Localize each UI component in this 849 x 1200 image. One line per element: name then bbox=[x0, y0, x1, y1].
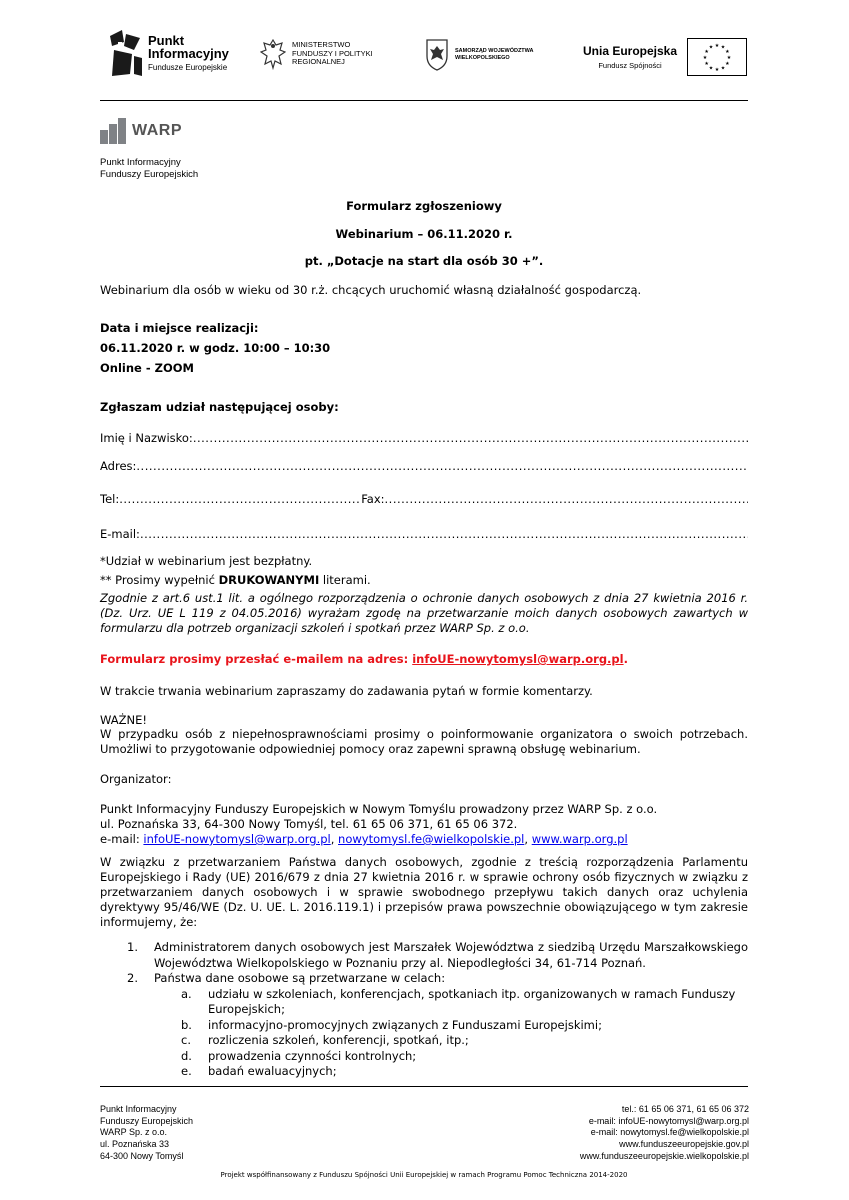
footer-right-line: tel.: 61 65 06 371, 61 65 06 372 bbox=[621, 1104, 749, 1114]
svg-text:★: ★ bbox=[714, 43, 720, 49]
form-heading: Zgłaszam udział następującej osoby: bbox=[100, 400, 339, 414]
samorzad-line1: SAMORZĄD WOJEWÓDZTWA bbox=[455, 48, 534, 55]
footer-right-line: e-mail: nowytomysl.fe@wielkopolskie.pl bbox=[590, 1127, 749, 1138]
ministry-line3: REGIONALNEJ bbox=[292, 57, 345, 67]
email-dotted-line[interactable] bbox=[140, 527, 748, 541]
rodo-item-num: 2. bbox=[127, 971, 138, 986]
eu-line1: Unia Europejska bbox=[583, 44, 678, 58]
organizer-sep2: , bbox=[524, 831, 532, 846]
coat-of-arms-icon bbox=[425, 38, 449, 72]
organizer-block bbox=[100, 802, 748, 847]
rodo-item bbox=[100, 940, 748, 971]
header-org-line2: Funduszy Europejskich bbox=[100, 168, 199, 180]
footer-left-line: WARP Sp. z o.o. bbox=[100, 1127, 168, 1138]
svg-text:★: ★ bbox=[720, 44, 726, 51]
tel-label: Tel: bbox=[100, 492, 120, 506]
rodo-subitem bbox=[181, 1049, 748, 1065]
note-print-bold: DRUKOWANYMI bbox=[218, 573, 320, 587]
email-label: E-mail: bbox=[100, 527, 140, 541]
footer-left bbox=[100, 1104, 193, 1162]
name-dotted-line[interactable] bbox=[193, 431, 748, 445]
rodo-subitem bbox=[181, 987, 748, 1018]
svg-text:★: ★ bbox=[708, 65, 714, 72]
footer-divider bbox=[100, 1086, 748, 1087]
footer-left-line: Funduszy Europejskich bbox=[100, 1115, 194, 1126]
footer-left-line: Punkt Informacyjny bbox=[100, 1104, 177, 1114]
organizer-email-prefix: e-mail: bbox=[100, 831, 144, 846]
rodo-subitem-text: udziału w szkoleniach, konferencjach, spotkaniach itp. organizowanych w ramach Funduszy Europejskich; bbox=[208, 986, 736, 1017]
header-org-line1: Punkt Informacyjny bbox=[100, 157, 181, 168]
footer-funding-note: Projekt współfinansowany z Funduszu Spójności Unii Europejskiej w ramach Programu Pomoc Techniczna 2014-2020 bbox=[220, 1171, 628, 1179]
svg-text:★: ★ bbox=[708, 44, 714, 51]
samorzad-logo bbox=[425, 38, 534, 72]
consent-text: Zgodnie z art.6 ust.1 lit. a ogólnego rozporządzenia o ochronie danych osobowych z dnia 27 kwietnia 2016 r. (Dz. Urz. UE L 119 z 04.05.2016) wyrażam zgodę na przetwarzanie moich danych osobowych zawartych w formularzu dla potrzeb organizacji szkoleń i spotkań przez WARP Sp. z o.o. bbox=[100, 591, 748, 635]
email-field[interactable] bbox=[100, 527, 748, 541]
logo-strip bbox=[100, 28, 750, 88]
eagle-emblem-icon bbox=[260, 38, 286, 70]
important-text: W przypadku osób z niepełnosprawnościami prosimy o poinformowanie organizatora o swoich potrzebach. Umożliwi to przygotowanie odpowiedniej pomocy oraz zapewni sprawną obsługę webinarium. bbox=[100, 727, 748, 756]
svg-text:★: ★ bbox=[720, 65, 726, 72]
pife-line3: Fundusze Europejskie bbox=[148, 62, 228, 72]
svg-text:★: ★ bbox=[704, 61, 709, 67]
rodo-item-text: Państwa dane osobowe są przetwarzane w celach: bbox=[154, 971, 446, 986]
svg-text:★: ★ bbox=[725, 61, 730, 67]
ministry-line2: FUNDUSZY I POLITYKI bbox=[292, 48, 373, 58]
rodo-subitem-text: informacyjno-promocyjnych związanych z Funduszami Europejskimi; bbox=[208, 1017, 602, 1032]
rodo-item-text: Administratorem danych osobowych jest Marszałek Województwa z siedzibą Urzędu Marszałkowskiego Województwa Wielkopolskiego w Poznaniu przy al. Niepodległości 34, 61-714 Poznań. bbox=[154, 940, 748, 970]
svg-text:★: ★ bbox=[714, 67, 720, 73]
organizer-sep1: , bbox=[330, 831, 339, 846]
header-divider bbox=[100, 100, 748, 101]
rodo-subitem-text: rozliczenia szkoleń, konferencji, spotkań, itp.; bbox=[208, 1033, 469, 1048]
rodo-subitem-text: prowadzenia czynności kontrolnych; bbox=[208, 1048, 417, 1063]
rodo-subitem-num: c. bbox=[181, 1033, 191, 1048]
footer-right bbox=[580, 1104, 749, 1162]
samorzad-line2: WIELKOPOLSKIEGO bbox=[455, 55, 510, 61]
address-field[interactable] bbox=[100, 459, 748, 473]
name-label: Imię i Nazwisko: bbox=[100, 431, 193, 445]
send-instruction bbox=[100, 651, 748, 667]
rodo-subitem bbox=[181, 1064, 748, 1080]
address-label: Adres: bbox=[100, 459, 137, 473]
footer-left-line: ul. Poznańska 33 bbox=[100, 1139, 170, 1150]
organizer-email1-link[interactable]: infoUE-nowytomysl@warp.org.pl bbox=[143, 831, 331, 846]
intro-text: Webinarium dla osób w wieku od 30 r.ż. chcących uruchomić własną działalność gospodarczą. bbox=[100, 283, 642, 297]
header-org bbox=[100, 157, 198, 181]
realization-heading: Data i miejsce realizacji: bbox=[100, 321, 259, 335]
organizer-line1: Punkt Informacyjny Funduszy Europejskich w Nowym Tomyślu prowadzony przez WARP Sp. z o.o. bbox=[100, 802, 658, 816]
organizer-email2-link[interactable]: nowytomysl.fe@wielkopolskie.pl bbox=[338, 831, 525, 846]
ministry-line1: MINISTERSTWO bbox=[292, 40, 351, 50]
organizer-contacts bbox=[100, 832, 748, 847]
note-print bbox=[100, 572, 748, 588]
organizer-heading: Organizator: bbox=[100, 772, 172, 786]
realization-place: Online - ZOOM bbox=[100, 361, 194, 375]
rodo-subitem-num: b. bbox=[181, 1017, 192, 1032]
rodo-subitem-num: e. bbox=[181, 1064, 192, 1079]
footer-left-line: 64-300 Nowy Tomyśl bbox=[100, 1150, 184, 1161]
send-end: . bbox=[623, 652, 628, 666]
rodo-item bbox=[100, 971, 748, 987]
footer-right-line: www.funduszeeuropejskie.wielkopolskie.pl bbox=[579, 1150, 749, 1161]
questions-text: W trakcie trwania webinarium zapraszamy do zadawania pytań w formie komentarzy. bbox=[100, 684, 593, 698]
pife-line2: Informacyjny bbox=[148, 46, 229, 62]
svg-text:★: ★ bbox=[702, 55, 708, 61]
rodo-subitem bbox=[181, 1033, 748, 1049]
warp-wordmark: WARP bbox=[132, 122, 182, 139]
pife-mark-icon bbox=[108, 28, 142, 78]
rodo-intro: W związku z przetwarzaniem Państwa danych osobowych, zgodnie z treścią rozporządzenia Parlamentu Europejskiego i Rady (UE) 2016/679 z dnia 27 kwietnia 2016 r. w sprawie ochrony osób fizycznych w związku z przetwarzaniem danych osobowych i w sprawie swobodnego przepływu takich danych oraz uchylenia dyrektywy 95/46/WE (Dz. U. UE. L. 2016.119.1) i przepisów prawa powszechnie obowiązującego w tym zakresie informujemy, że: bbox=[100, 855, 748, 929]
rodo-list bbox=[100, 940, 748, 1080]
rodo-subitem-text: badań ewaluacyjnych; bbox=[208, 1064, 337, 1079]
footer-right-line: www.funduszeeuropejskie.gov.pl bbox=[619, 1139, 749, 1150]
eu-line2: Fundusz Spójności bbox=[598, 61, 662, 70]
pife-logo bbox=[108, 28, 229, 78]
warp-logo bbox=[100, 118, 182, 144]
organizer-www-link[interactable]: www.warp.org.pl bbox=[531, 831, 628, 846]
rodo-item-num: 1. bbox=[127, 940, 138, 954]
important-heading: WAŻNE! bbox=[100, 713, 147, 727]
send-email-link[interactable]: infoUE-nowytomysl@warp.org.pl bbox=[412, 652, 624, 666]
form-title: Formularz zgłoszeniowy bbox=[346, 199, 502, 213]
name-field[interactable] bbox=[100, 431, 748, 445]
rodo-subitem bbox=[181, 1018, 748, 1034]
rodo-subitem-num: a. bbox=[181, 986, 192, 1001]
send-text: Formularz prosimy przesłać e-mailem na adres: bbox=[100, 652, 413, 666]
footer-right-line: e-mail: infoUE-nowytomysl@warp.org.pl bbox=[588, 1115, 749, 1126]
pife-line1: Punkt bbox=[148, 32, 185, 48]
svg-text:★: ★ bbox=[704, 49, 709, 55]
note-print-prefix: ** Prosimy wypełnić bbox=[100, 573, 219, 587]
tel-fax-row[interactable] bbox=[100, 492, 748, 506]
svg-text:★: ★ bbox=[726, 55, 732, 61]
eu-logo bbox=[583, 38, 747, 76]
note-free: *Udział w webinarium jest bezpłatny. bbox=[100, 554, 313, 568]
realization-date: 06.11.2020 r. w godz. 10:00 – 10:30 bbox=[100, 341, 331, 355]
warp-mark-icon bbox=[100, 118, 126, 144]
webinar-title: Webinarium – 06.11.2020 r. bbox=[335, 227, 513, 241]
svg-text:★: ★ bbox=[725, 49, 730, 55]
eu-flag-icon bbox=[687, 38, 747, 76]
tel-dotted-line[interactable] bbox=[119, 492, 361, 506]
webinar-subject: pt. „Dotacje na start dla osób 30 +”. bbox=[304, 254, 544, 268]
fax-label: Fax: bbox=[361, 492, 385, 506]
organizer-line2: ul. Poznańska 33, 64-300 Nowy Tomyśl, tel. 61 65 06 371, 61 65 06 372. bbox=[100, 816, 518, 831]
address-dotted-line[interactable] bbox=[136, 459, 748, 473]
note-print-suffix: literami. bbox=[319, 573, 371, 587]
rodo-subitem-num: d. bbox=[181, 1048, 192, 1063]
fax-dotted-line[interactable] bbox=[385, 492, 748, 506]
ministry-logo bbox=[260, 38, 373, 70]
